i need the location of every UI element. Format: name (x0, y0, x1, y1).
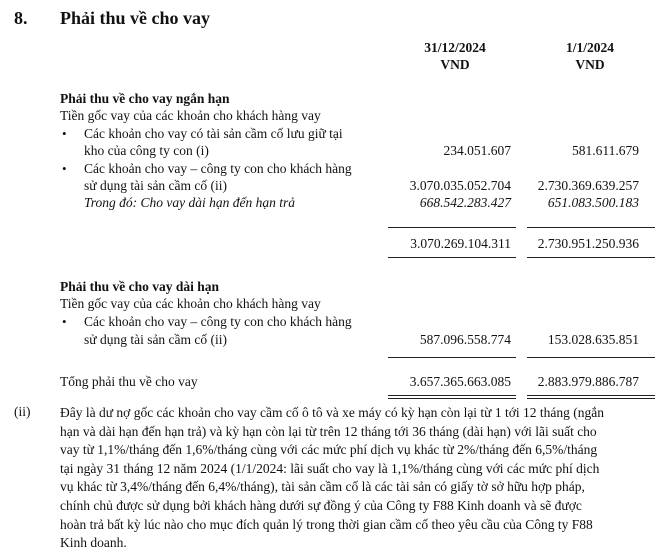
short-term-heading: Phải thu về cho vay ngắn hạn (60, 91, 230, 106)
total-rule-2 (527, 357, 655, 358)
column-date-2: 1/1/2024 (565, 40, 614, 55)
grand-total-value-2: 2.883.979.886.787 (537, 374, 639, 389)
of-which-label: Trong đó: Cho vay dài hạn đến hạn trả (84, 195, 295, 210)
double-rule-top-1 (388, 395, 516, 396)
short-total-value-1: 3.070.269.104.311 (410, 236, 511, 251)
short-item1-value-1: 234.051.607 (443, 143, 511, 158)
subtotal-bottom-rule-1 (388, 257, 516, 258)
long-item1-value-1: 587.096.558.774 (419, 332, 511, 347)
double-rule-top-2 (527, 395, 655, 396)
short-item1-line2: kho của công ty con (i) (84, 143, 209, 158)
bullet-icon: • (62, 126, 67, 141)
section-title: Phải thu về cho vay (60, 8, 211, 28)
total-rule-1 (388, 357, 516, 358)
short-item2-value-1: 3.070.035.052.704 (409, 178, 511, 193)
note-line: Kinh doanh. (60, 535, 127, 551)
short-total-value-2: 2.730.951.250.936 (537, 236, 639, 251)
column-unit-2: VND (575, 57, 605, 72)
note-line: Đây là dư nợ gốc các khoản cho vay cầm cố ô tô và xe máy có kỳ hạn còn lại từ 1 tới 12 tháng (ngắn (60, 405, 604, 420)
of-which-value-2: 651.083.500.183 (547, 195, 639, 210)
note-line: vay từ 1,1%/tháng đến 1,6%/tháng cùng với các mức phí dịch vụ khác từ 2%/tháng đến 6,5%/tháng (60, 442, 598, 458)
short-item1-value-2: 581.611.679 (572, 143, 639, 158)
double-rule-bottom-1 (388, 398, 516, 399)
bullet-icon: • (62, 161, 67, 176)
note-line: tại ngày 31 tháng 12 năm 2024 (1/1/2024: lãi suất cho vay là 1,1%/tháng cùng với các mức phí dịch (60, 460, 600, 476)
note-line: hạn và dài hạn đến hạn trả) và kỳ hạn còn lại từ trên 12 tháng tới 36 tháng (dài hạn) với lãi suất cho (60, 423, 597, 439)
note-line: chính chủ được sử dụng bởi khách hàng dưới sự đồng ý của Công ty F88 Kinh doanh và sẽ được (60, 497, 582, 513)
grand-total-label: Tổng phải thu về cho vay (60, 374, 198, 389)
short-item1-line1: Các khoản cho vay có tài sản cầm cố lưu giữ tại (84, 126, 343, 141)
column-date-1: 31/12/2024 (424, 40, 486, 55)
grand-total-value-1: 3.657.365.663.085 (409, 374, 511, 389)
long-item1-value-2: 153.028.635.851 (547, 332, 639, 347)
long-item1-line2: sử dụng tài sản cầm cố (ii) (84, 332, 228, 347)
short-item2-value-2: 2.730.369.639.257 (537, 178, 639, 193)
subtotal-bottom-rule-2 (527, 257, 655, 258)
section-number: 8. (14, 8, 28, 28)
short-item2-line1: Các khoản cho vay – công ty con cho khách hàng (84, 161, 352, 176)
column-unit-1: VND (440, 57, 470, 72)
note-line: hoàn trả bất kỳ lúc nào cho mục đích quản lý trong thời gian cầm cố theo yêu cầu của Công ty F88 (60, 516, 593, 532)
note-marker: (ii) (14, 404, 31, 419)
bullet-icon: • (62, 314, 67, 329)
long-term-subheading: Tiền gốc vay của các khoản cho khách hàng vay (60, 296, 321, 311)
note-line: vụ khác từ 3,4%/tháng đến 6,4%/tháng), tài sản cầm cố là các tài sản có giấy tờ sở hữu hợp pháp, (60, 479, 585, 495)
short-item2-line2: sử dụng tài sản cầm cố (ii) (84, 178, 228, 193)
short-term-subheading: Tiền gốc vay của các khoản cho khách hàng vay (60, 108, 321, 123)
subtotal-rule-1 (388, 227, 516, 228)
subtotal-rule-2 (527, 227, 655, 228)
double-rule-bottom-2 (527, 398, 655, 399)
long-term-heading: Phải thu về cho vay dài hạn (60, 279, 220, 294)
of-which-value-1: 668.542.283.427 (419, 195, 511, 210)
note-paragraph (60, 404, 660, 553)
long-item1-line1: Các khoản cho vay – công ty con cho khách hàng (84, 314, 352, 329)
